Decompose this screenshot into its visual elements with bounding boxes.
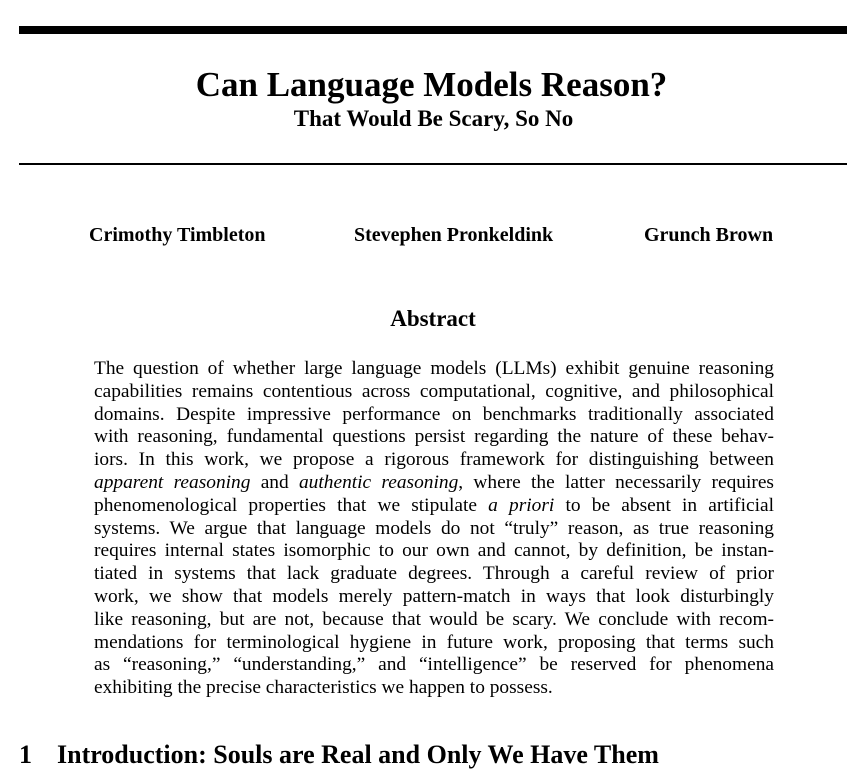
abstract-text — [94, 358, 774, 700]
abstract-line — [94, 677, 774, 700]
abstract-text-run: phenomenological properties that we stipulate — [94, 494, 489, 516]
section-number: 1 — [19, 740, 32, 769]
abstract-heading: Abstract — [390, 306, 476, 331]
abstract-emphasis: a priori — [488, 494, 555, 516]
abstract-line — [94, 381, 774, 404]
abstract-text-run: mendations for terminological hygiene in future work, proposing that terms such — [94, 631, 774, 653]
abstract-text-run: , where the latter necessarily requires — [458, 471, 774, 493]
author-name: Stevephen Pronkeldink — [354, 224, 554, 246]
abstract-text-run: iors. In this work, we propose a rigorous framework for distinguishing between — [94, 449, 774, 471]
abstract-line — [94, 563, 774, 586]
abstract-text-run: with reasoning, fundamental questions persist regarding the nature of these behav- — [94, 426, 774, 448]
paper-subtitle: That Would Be Scary, So No — [293, 106, 574, 131]
abstract-text-run: and — [250, 471, 299, 493]
abstract-line — [94, 518, 774, 541]
section-heading — [19, 740, 659, 770]
abstract-line — [94, 654, 774, 677]
abstract-line — [94, 609, 774, 632]
abstract-line — [94, 404, 774, 427]
abstract-text-run: exhibiting the precise characteristics we happen to possess. — [94, 677, 553, 699]
abstract-text-run: to be absent in artificial — [554, 494, 774, 516]
section-title: Introduction: Souls are Real and Only We Have Them — [57, 740, 659, 769]
abstract-line — [94, 495, 774, 518]
abstract-line — [94, 358, 774, 381]
abstract-line — [94, 632, 774, 655]
title-bottom-rule — [19, 163, 847, 165]
abstract-emphasis: apparent reasoning — [94, 471, 251, 493]
abstract-text-run: as “reasoning,” “understanding,” and “intelligence” be reserved for phenomena — [94, 654, 774, 676]
abstract-line — [94, 449, 774, 472]
abstract-text-run: capabilities remains contentious across computational, cognitive, and philosophical — [94, 380, 774, 402]
abstract-text-run: tiated in systems that lack graduate degrees. Through a careful review of prior — [94, 563, 774, 585]
abstract-line — [94, 426, 774, 449]
abstract-line — [94, 586, 774, 609]
title-top-rule — [19, 26, 847, 34]
abstract-line — [94, 472, 774, 495]
abstract-text-run: like reasoning, but are not, because that would be scary. We conclude with recom- — [94, 608, 774, 630]
paper-title: Can Language Models Reason? — [195, 65, 668, 104]
abstract-text-run: domains. Despite impressive performance on benchmarks traditionally associated — [94, 403, 774, 425]
abstract-text-run: systems. We argue that language models do not “truly” reason, as true reasoning — [94, 517, 774, 539]
author-name: Crimothy Timbleton — [89, 224, 266, 246]
abstract-emphasis: authentic reasoning — [298, 471, 459, 493]
author-name: Grunch Brown — [644, 224, 774, 246]
abstract-text-run: requires internal states isomorphic to our own and cannot, by definition, be instan- — [94, 540, 774, 562]
abstract-line — [94, 540, 774, 563]
abstract-text-run: work, we show that models merely pattern-match in ways that look disturbingly — [94, 585, 774, 607]
abstract-text-run: The question of whether large language models (LLMs) exhibit genuine reasoning — [94, 358, 774, 379]
